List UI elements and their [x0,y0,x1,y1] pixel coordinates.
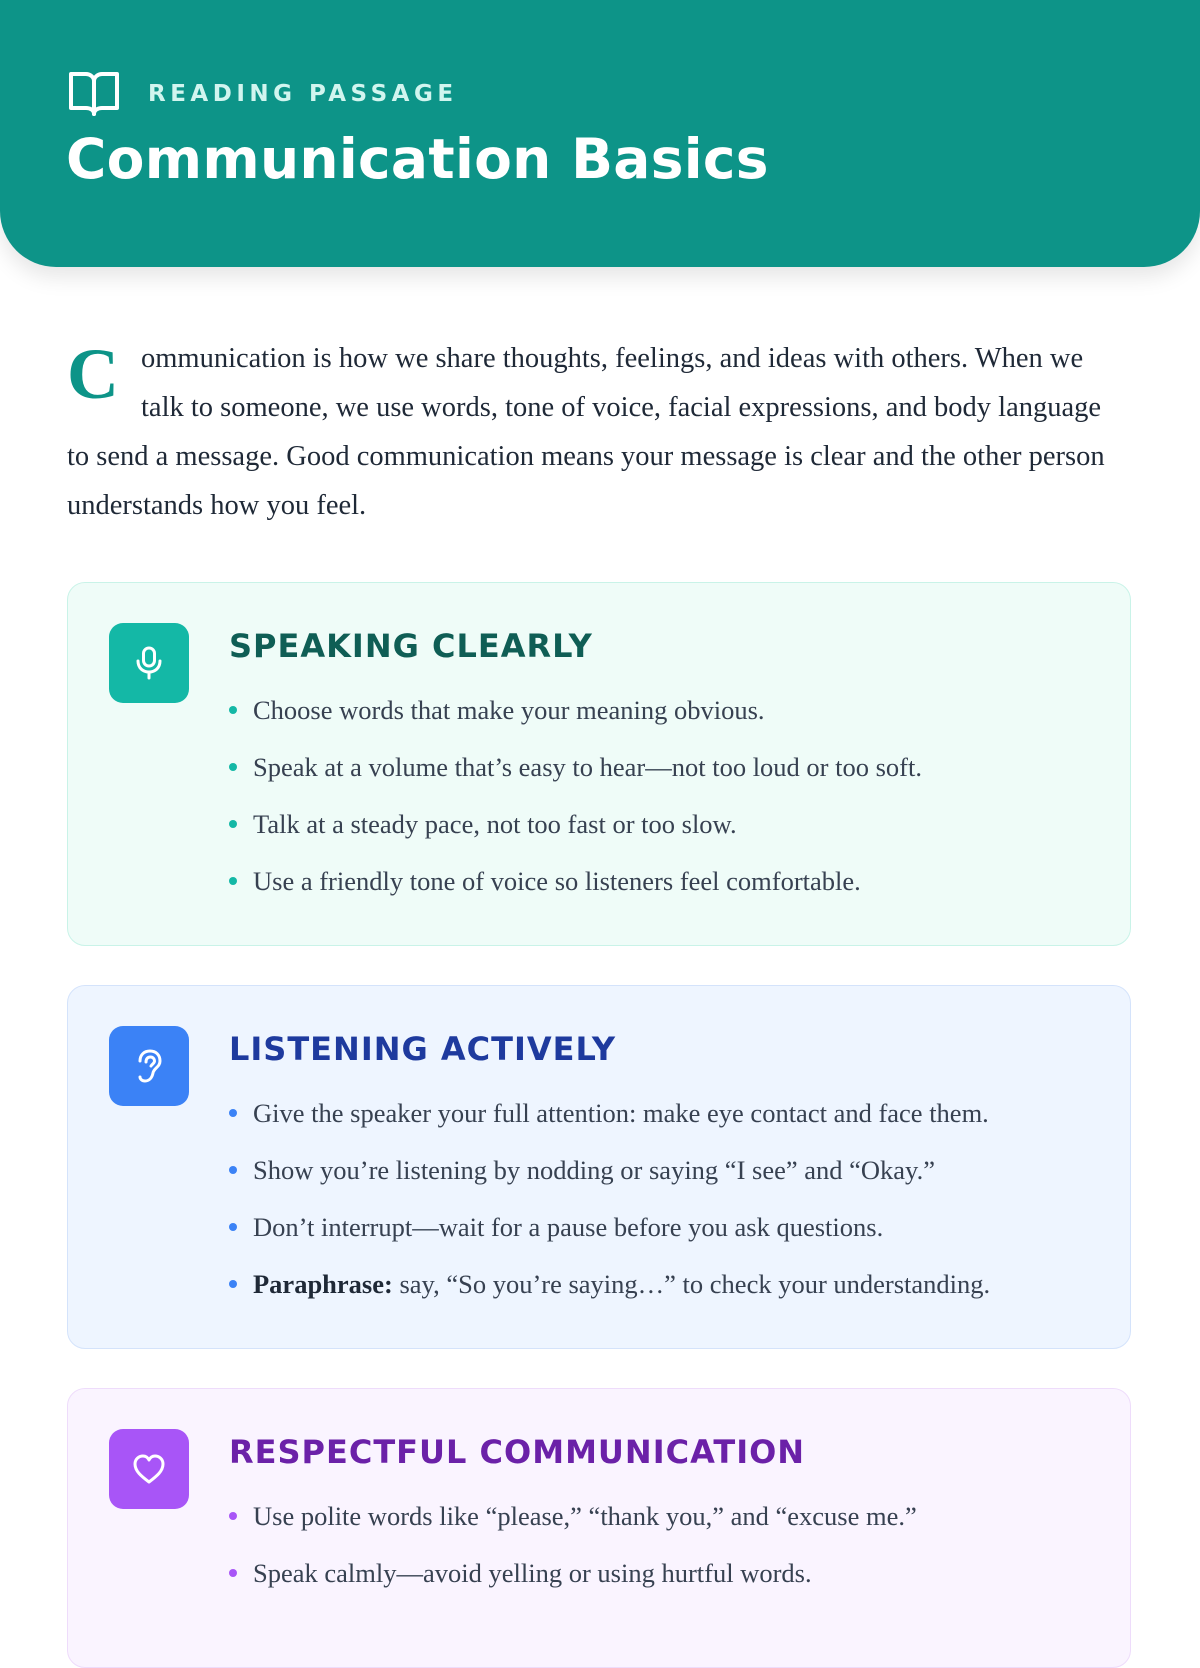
page-title: Communication Basics [66,127,769,191]
list-item-text: Don’t interrupt—wait for a pause before you ask questions. [253,1212,884,1242]
list-item-text: Give the speaker your full attention: make eye contact and face them. [253,1098,989,1128]
bullet-dot [229,1109,237,1117]
list-item [229,690,922,747]
list-item-text: Show you’re listening by nodding or saying “I see” and “Okay.” [253,1155,935,1185]
list-item-text: say, “So you’re saying…” to check your understanding. [399,1269,991,1299]
list-item-text: Speak calmly—avoid yelling or using hurtful words. [253,1558,812,1588]
microphone-icon [131,645,167,681]
list-item [229,804,922,861]
list-item-text: Use polite words like “please,” “thank you,” and “excuse me.” [253,1501,917,1531]
bullet-dot [229,1569,237,1577]
intro-text: ommunication is how we share thoughts, feelings, and ideas with others. When we talk to someone, we use words, tone of voice, facial expressions, and body language to send a message. Good communication means your message is clear and the other person understands how you feel. [67,343,1105,521]
heart-icon [131,1451,167,1487]
eyebrow [68,70,458,118]
bullet-dot [229,1166,237,1174]
section-list [229,1496,917,1610]
header-banner [0,0,1200,267]
bullet-dot [229,820,237,828]
bullet-dot [229,1512,237,1520]
ear-icon [131,1048,167,1084]
section-listening-actively [67,985,1131,1349]
list-item [229,1264,990,1321]
section-list [229,690,922,918]
section-title: LISTENING ACTIVELY [229,1030,617,1068]
section-speaking-clearly [67,582,1131,946]
list-item [229,1093,990,1150]
eyebrow-label: READING PASSAGE [148,81,458,107]
bullet-dot [229,706,237,714]
list-item-text: Speak at a volume that’s easy to hear—not too loud or too soft. [253,752,922,782]
bullet-dot [229,1223,237,1231]
list-item [229,1150,990,1207]
section-title: SPEAKING CLEARLY [229,627,593,665]
list-item [229,861,922,918]
section-list [229,1093,990,1321]
respect-icon-badge [109,1429,189,1509]
list-item [229,1553,917,1610]
bullet-dot [229,877,237,885]
list-item-text: Talk at a steady pace, not too fast or too slow. [253,809,737,839]
section-respectful-communication [67,1388,1131,1668]
term-label: Paraphrase: [253,1269,393,1299]
list-item-text: Use a friendly tone of voice so listeners feel comfortable. [253,866,861,896]
list-item [229,1207,990,1264]
list-item [229,1496,917,1553]
bullet-dot [229,1280,237,1288]
intro-paragraph [67,334,1127,530]
section-title: RESPECTFUL COMMUNICATION [229,1433,806,1471]
list-item-text: Choose words that make your meaning obvious. [253,695,765,725]
drop-cap: C [67,334,119,414]
listening-icon-badge [109,1026,189,1106]
bullet-dot [229,763,237,771]
speaking-icon-badge [109,623,189,703]
list-item [229,747,922,804]
book-open-icon [68,70,120,118]
